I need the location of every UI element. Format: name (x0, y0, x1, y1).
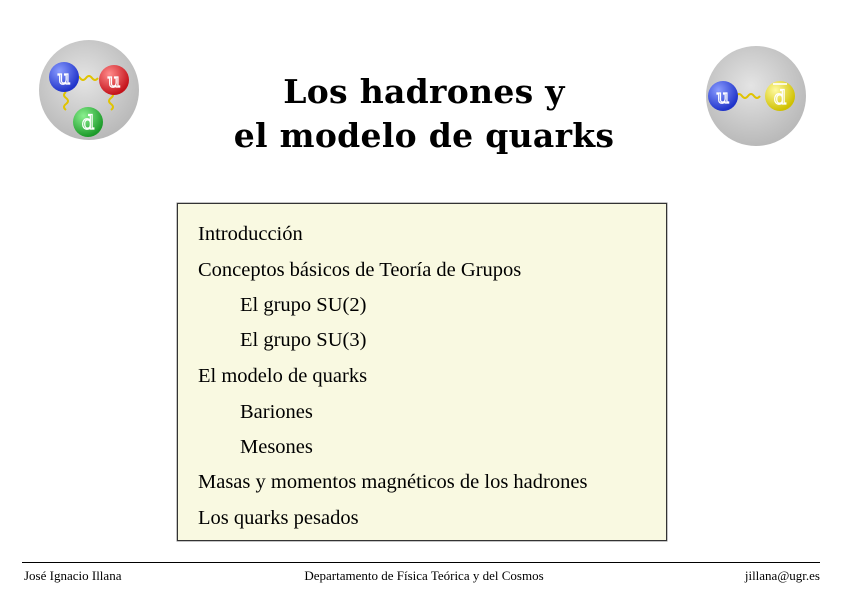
table-of-contents (177, 203, 667, 541)
toc-item-modelo-quarks[interactable]: El modelo de quarks (198, 365, 368, 387)
quark-letter: d (81, 110, 95, 134)
footer-email[interactable]: jillana@ugr.es (744, 568, 820, 583)
toc-item-su3[interactable]: El grupo SU(3) (240, 329, 367, 351)
footer-divider (22, 562, 820, 563)
title-line-1: Los hadrones y (283, 72, 565, 111)
meson-ud-bar-logo (698, 46, 810, 148)
toc-item-mesones[interactable]: Mesones (240, 436, 313, 458)
quark-letter: u (716, 84, 730, 108)
title-line-2: el modelo de quarks (233, 116, 615, 155)
toc-item-masas-momentos[interactable]: Masas y momentos magnéticos de los hadrones (198, 471, 588, 493)
toc-item-su2[interactable]: El grupo SU(2) (240, 294, 367, 316)
toc-item-conceptos-grupos[interactable]: Conceptos básicos de Teoría de Grupos (198, 259, 522, 281)
toc-item-quarks-pesados[interactable]: Los quarks pesados (198, 507, 359, 529)
toc-item-introduccion[interactable]: Introducción (198, 223, 303, 245)
footer-author: José Ignacio Illana (24, 568, 122, 583)
antiquark-letter: d (773, 85, 787, 109)
quark-letter: u (57, 65, 71, 89)
quark-letter: u (107, 68, 121, 92)
toc-item-bariones[interactable]: Bariones (240, 401, 313, 423)
footer-department: Departamento de Física Teórica y del Cosmos (304, 568, 544, 583)
